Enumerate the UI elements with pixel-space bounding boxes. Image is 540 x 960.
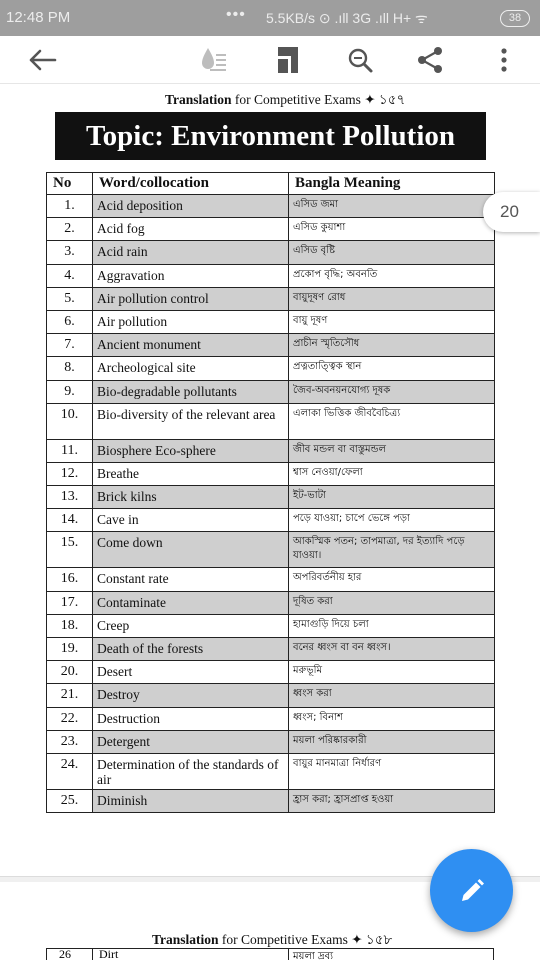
table-row [47, 195, 495, 218]
row-bangla-meaning: ইট-ভাটা [289, 486, 495, 509]
table-row [47, 380, 495, 403]
back-arrow-icon[interactable] [18, 36, 66, 84]
table-row [47, 439, 495, 462]
share-icon[interactable] [406, 36, 454, 84]
row-number: 24. [47, 753, 93, 789]
row-number: 3. [47, 241, 93, 264]
row-number: 13. [47, 486, 93, 509]
row-bangla-meaning: ধ্বংস করা [289, 684, 495, 707]
table-row [47, 334, 495, 357]
table-row [47, 684, 495, 707]
more-vert-icon[interactable] [480, 36, 528, 84]
row-number: 6. [47, 310, 93, 333]
row-bangla-meaning: পড়ে যাওয়া; চাপে ভেঙ্গে পড়া [289, 509, 495, 532]
row-number: 8. [47, 357, 93, 380]
table-row [47, 357, 495, 380]
table-row [47, 462, 495, 485]
row-word: Biosphere Eco-sphere [93, 439, 289, 462]
table-row [47, 509, 495, 532]
running-header [165, 89, 405, 112]
row-word: Destroy [93, 684, 289, 707]
edit-pencil-icon [458, 877, 486, 905]
app-toolbar [0, 36, 540, 84]
row-word: Brick kilns [93, 486, 289, 509]
vocabulary-table [46, 172, 495, 813]
table-row [47, 789, 495, 812]
row-number: 4. [47, 264, 93, 287]
table-row [47, 568, 495, 591]
row-word: Air pollution control [93, 287, 289, 310]
next-row-bangla: ময়লা দ্রব্য [293, 951, 334, 960]
page-number-badge: 20 [483, 192, 540, 232]
column-header-no: No [47, 173, 93, 195]
row-word: Acid deposition [93, 195, 289, 218]
row-word: Death of the forests [93, 638, 289, 661]
row-word: Detergent [93, 730, 289, 753]
row-bangla-meaning: জীব মন্ডল বা বাস্তুমন্ডল [289, 439, 495, 462]
row-bangla-meaning: প্রত্নতাত্ত্বিক স্থান [289, 357, 495, 380]
column-header-word: Word/collocation [93, 173, 289, 195]
table-row [47, 730, 495, 753]
row-number: 5. [47, 287, 93, 310]
notification-dots-icon: ••• [226, 6, 246, 23]
row-number: 19. [47, 638, 93, 661]
row-word: Come down [93, 532, 289, 568]
row-bangla-meaning: অপরিবর্তনীয় হার [289, 568, 495, 591]
running-header-title: Translation [165, 92, 232, 107]
row-word: Air pollution [93, 310, 289, 333]
row-bangla-meaning: মরুভূমি [289, 661, 495, 684]
row-word: Bio-diversity of the relevant area [93, 403, 289, 439]
row-bangla-meaning: এসিড বৃষ্টি [289, 241, 495, 264]
row-number: 2. [47, 218, 93, 241]
row-number: 15. [47, 532, 93, 568]
row-number: 10. [47, 403, 93, 439]
table-header-row [47, 173, 495, 195]
row-word: Aggravation [93, 264, 289, 287]
table-row [47, 532, 495, 568]
row-bangla-meaning: ময়লা পরিষ্কারকারী [289, 730, 495, 753]
row-word: Bio-degradable pollutants [93, 380, 289, 403]
table-row [47, 287, 495, 310]
row-word: Acid rain [93, 241, 289, 264]
row-word: Desert [93, 661, 289, 684]
table-row [47, 614, 495, 637]
column-header-bangla: Bangla Meaning [289, 173, 495, 195]
row-bangla-meaning: হ্রাস করা; হ্রাসপ্রাপ্ত হওয়া [289, 789, 495, 812]
next-header-title: Translation [152, 932, 219, 947]
table-row [47, 218, 495, 241]
table-row [47, 241, 495, 264]
row-number: 12. [47, 462, 93, 485]
row-bangla-meaning: বায়ুদূষণ রোধ [289, 287, 495, 310]
table-row [47, 753, 495, 789]
table-row [47, 591, 495, 614]
search-icon[interactable] [336, 36, 384, 84]
status-time: 12:48 PM [6, 9, 71, 26]
table-row [47, 310, 495, 333]
running-header-rest: for Competitive Exams ✦ ১৫৭ [231, 92, 406, 107]
row-word: Archeological site [93, 357, 289, 380]
row-number: 14. [47, 509, 93, 532]
row-bangla-meaning: এলাকা ভিত্তিক জীববৈচিত্র্য [289, 403, 495, 439]
row-bangla-meaning: প্রকোপ বৃদ্ধি; অবনতি [289, 264, 495, 287]
row-bangla-meaning: এসিড জমা [289, 195, 495, 218]
status-bar [0, 0, 540, 36]
topic-title: Topic: Environment Pollution [55, 112, 486, 160]
row-bangla-meaning: হামাগুড়ি দিয়ে চলা [289, 614, 495, 637]
table-row [47, 403, 495, 439]
edit-fab-button[interactable] [430, 849, 513, 932]
row-word: Constant rate [93, 568, 289, 591]
next-row-word: Dirt [99, 948, 119, 960]
row-number: 18. [47, 614, 93, 637]
row-number: 1. [47, 195, 93, 218]
row-number: 23. [47, 730, 93, 753]
row-bangla-meaning: এসিড কুয়াশা [289, 218, 495, 241]
next-header-rest: for Competitive Exams ✦ ১৫৮ [218, 932, 393, 947]
row-word: Breathe [93, 462, 289, 485]
row-number: 11. [47, 439, 93, 462]
reading-mode-icon[interactable] [190, 36, 238, 84]
row-bangla-meaning: ধ্বংস; বিনাশ [289, 707, 495, 730]
row-number: 16. [47, 568, 93, 591]
row-bangla-meaning: দূষিত করা [289, 591, 495, 614]
page-layout-icon[interactable] [264, 36, 312, 84]
row-bangla-meaning: বনের ধ্বংস বা বন ধ্বংস। [289, 638, 495, 661]
battery-icon: 38 [500, 10, 530, 27]
row-bangla-meaning: বায়ু দূষণ [289, 310, 495, 333]
network-status: 5.5KB/s ⊙ .ıll 3G .ıll H+ ᯤ [266, 10, 428, 26]
table-row [47, 661, 495, 684]
row-word: Ancient monument [93, 334, 289, 357]
row-bangla-meaning: প্রাচীন স্মৃতিসৌধ [289, 334, 495, 357]
row-word: Contaminate [93, 591, 289, 614]
row-number: 9. [47, 380, 93, 403]
row-word: Acid fog [93, 218, 289, 241]
row-bangla-meaning: জৈব-অবনয়নযোগ্য দূষক [289, 380, 495, 403]
row-bangla-meaning: আকস্মিক পতন; তাপমাত্রা, দর ইত্যাদি পড়ে যাওয়া। [289, 532, 495, 568]
row-word: Determination of the standards of air [93, 753, 289, 789]
table-row [47, 638, 495, 661]
row-bangla-meaning: শ্বাস নেওয়া/ফেলা [289, 462, 495, 485]
row-word: Destruction [93, 707, 289, 730]
row-word: Diminish [93, 789, 289, 812]
row-number: 17. [47, 591, 93, 614]
next-row-no: 26 [59, 948, 71, 960]
row-word: Creep [93, 614, 289, 637]
row-number: 21. [47, 684, 93, 707]
table-row [47, 707, 495, 730]
row-number: 22. [47, 707, 93, 730]
row-number: 7. [47, 334, 93, 357]
row-number: 25. [47, 789, 93, 812]
row-bangla-meaning: বায়ুর মানমাত্রা নির্ধারণ [289, 753, 495, 789]
row-number: 20. [47, 661, 93, 684]
table-row [47, 264, 495, 287]
next-page-table-row [46, 948, 494, 960]
table-row [47, 486, 495, 509]
row-word: Cave in [93, 509, 289, 532]
